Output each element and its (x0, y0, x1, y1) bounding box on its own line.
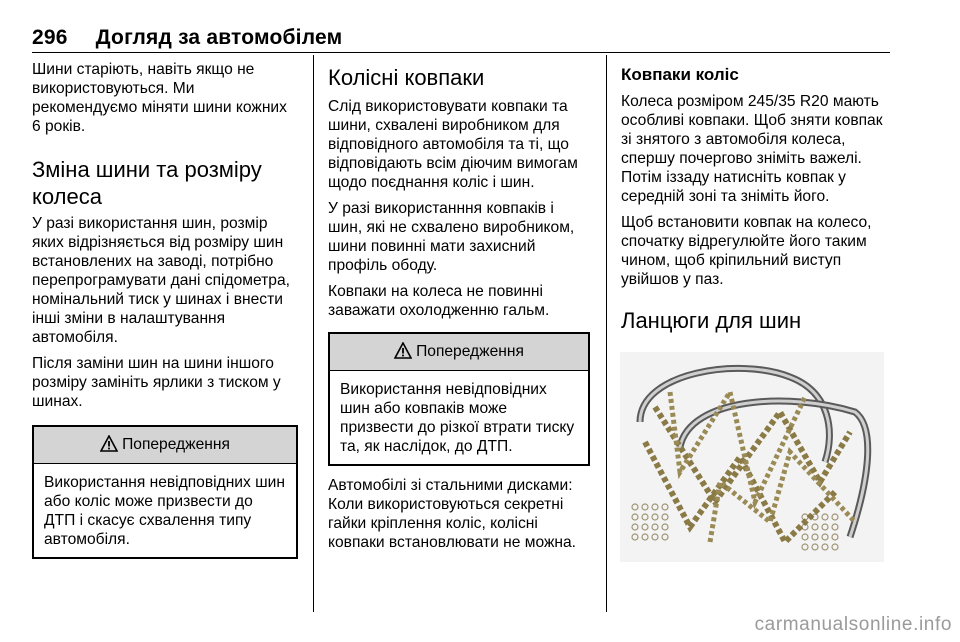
column-1 (32, 60, 298, 559)
warning-text: Використання невідповідних шин або коліс може призвести до ДТП і скасує схвалення типу автомобіля. (44, 474, 285, 548)
column-divider-2 (606, 55, 607, 612)
warning-box-hubcaps (328, 332, 590, 466)
page-header-title: Догляд за автомобілем (95, 26, 343, 49)
warning-box-wheels (32, 425, 298, 559)
column-3 (621, 60, 887, 334)
subheading-wheel-covers: Ковпаки коліс (621, 65, 739, 84)
section-heading-hubcaps: Колісні ковпаки (328, 65, 485, 90)
section-heading-tire-size: Зміна шини та розміру колеса (32, 157, 262, 209)
watermark: carmanualsonline.info (754, 614, 952, 635)
paragraph-labels: Після заміни шин на шини іншого розміру замініть ярлики з тиском у шинах. (32, 355, 281, 410)
column-2 (328, 60, 590, 559)
header-rule (32, 52, 890, 53)
paragraph-wheel-covers-remove: Колеса розміром 245/35 R20 мають особливі ковпаки. Щоб зняти ковпак зі знятого з автомобіля колеса, спершу почергово зніміть важелі. Потім іззаду натисніть ковпак у середній зоні та зніміть його. (621, 93, 883, 205)
warning-title: Попередження (122, 436, 230, 453)
warning-title: Попередження (416, 343, 524, 360)
tire-chains-illustration (620, 352, 884, 562)
paragraph-tire-size: У разі використання шин, розмір яких відрізняється від розміру шин встановлених на заводі, потрібно перепрограмувати дані спідометра, номінальний тиск у шинах і внести інші зміни в налаштування автомобіля. (32, 215, 290, 346)
warning-header (330, 334, 588, 371)
paragraph-hubcaps-brakes: Ковпаки на колеса не повинні заважати охолодженню гальм. (328, 283, 550, 319)
paragraph-steel-wheels: Автомобілі зі стальними дисками: Коли використовуються секретні гайки кріплення коліс, колісні ковпаки встановлювати не можна. (328, 477, 576, 551)
paragraph-hubcaps-approved: Слід використовувати ковпаки та шини, схвалені виробником для відповідного автомобіля та ті, що відповідають всім діючим вимогам щодо поєднання коліс і шин. (328, 98, 578, 191)
page-number: 296 (32, 26, 68, 49)
warning-icon (100, 430, 118, 466)
page-header (32, 26, 342, 50)
paragraph-hubcaps-unapproved: У разі використанння ковпаків і шин, які не схвалено виробником, шини повинні мати захисний профіль ободу. (328, 200, 575, 274)
warning-text: Використання невідповідних шин або ковпаків може призвести до різкої втрати тиску та, як наслідок, до ДТП. (340, 381, 575, 455)
section-heading-tire-chains: Ланцюги для шин (621, 308, 802, 333)
warning-header (34, 427, 296, 464)
paragraph-wheel-covers-install: Щоб встановити ковпак на колесо, спочатку відрегулюйте його таким чином, щоб кріпильний виступ увійшов у паз. (621, 214, 872, 288)
intro-paragraph: Шини старіють, навіть якщо не використовуються. Ми рекомендуємо міняти шини кожних 6 років. (32, 61, 287, 135)
column-divider-1 (313, 55, 314, 612)
warning-icon (394, 337, 412, 373)
